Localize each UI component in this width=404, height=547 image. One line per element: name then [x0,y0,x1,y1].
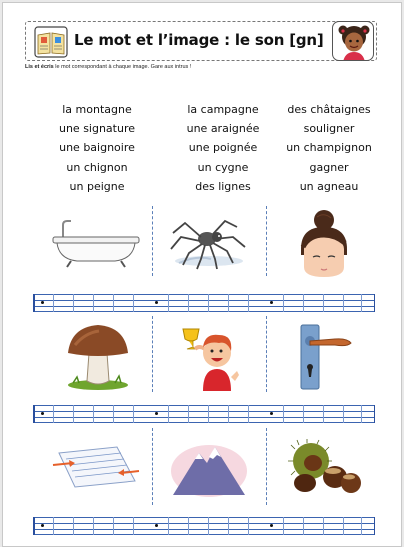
instructions-bold: Lis et écris [25,64,54,70]
column-divider [266,428,267,505]
word-item: une baignoire [59,141,135,155]
word-item: gagner [309,160,349,174]
mushroom-icon [65,323,131,391]
word-item: un peigne [69,179,125,193]
word-bank [23,100,383,196]
word-item: un chignon [66,160,128,174]
winner-boy-icon [179,321,243,391]
writing-staff [33,405,375,423]
word-item: un champignon [286,141,372,155]
worksheet-header [25,21,377,61]
instructions-text [25,64,191,70]
spider-icon [167,215,251,273]
lined-paper-icon [51,443,141,491]
word-item: des lignes [195,179,251,193]
worksheet [2,2,402,547]
bathtub-icon [51,219,143,269]
word-item: une poignée [188,141,258,155]
column-divider [266,316,267,392]
word-item: la montagne [62,103,132,116]
girl-avatar-icon [332,21,374,61]
word-item: une araignée [186,122,260,136]
door-handle-icon [295,323,357,391]
word-item: des châtaignes [287,103,371,116]
word-item: une signature [58,122,136,136]
writing-staff [33,517,375,535]
chestnuts-icon [285,439,363,497]
instructions-rest: le mot correspondant à chaque image. Gare aux intrus ! [53,64,192,70]
column-divider [266,206,267,276]
column-divider [152,428,153,505]
word-item: un agneau [299,179,359,193]
column-divider [152,206,153,276]
column-divider [152,316,153,392]
word-item: souligner [303,122,355,136]
chignon-icon [295,209,353,279]
open-book-icon [34,26,68,58]
writing-staff [33,294,375,312]
word-item: un cygne [197,160,249,174]
word-item: la campagne [187,103,259,116]
mountain-icon [169,437,249,497]
page-title: Le mot et l’image : le son [gn] [74,31,324,49]
